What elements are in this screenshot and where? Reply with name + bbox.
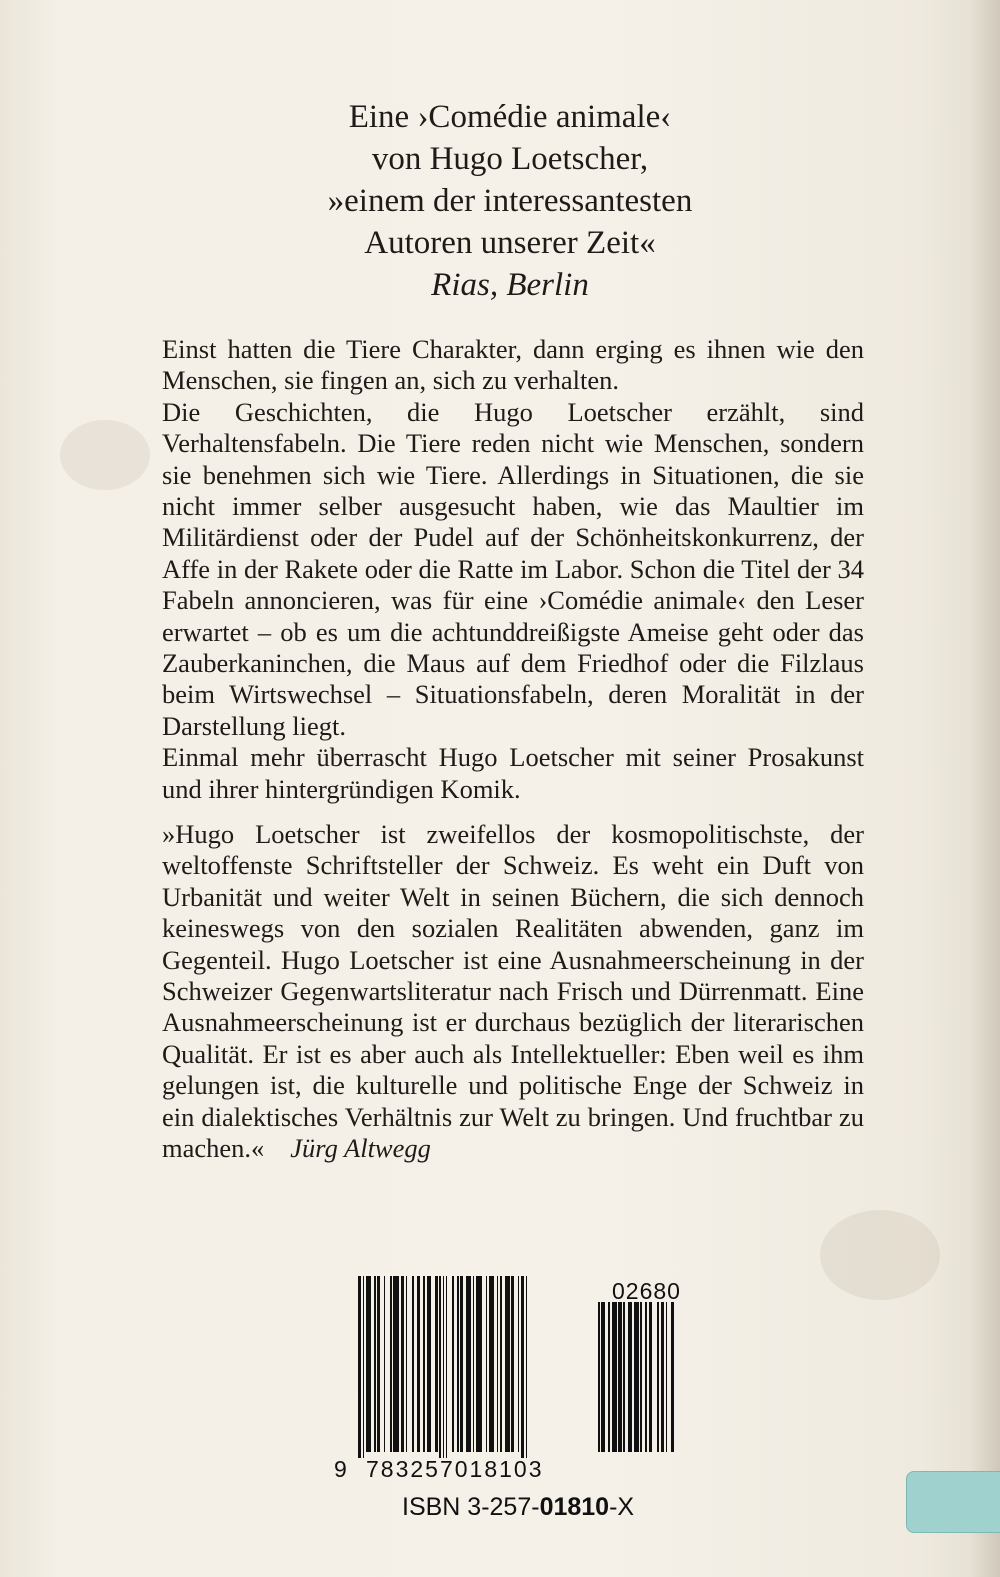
library-sticker <box>906 1471 1000 1533</box>
barcode-bar <box>527 1276 529 1452</box>
barcode-addon-number: 02680 <box>612 1278 681 1304</box>
barcode-addon-bars <box>598 1302 700 1452</box>
blurb-text <box>162 334 864 805</box>
paper-stain <box>60 420 150 490</box>
teaser-block <box>240 96 780 306</box>
teaser-line: »einem der interessantesten <box>327 183 693 219</box>
review-quote <box>162 819 864 1164</box>
blurb-paragraph: Die Geschichten, die Hugo Loetscher erzählt, sind Verhaltensfabeln. Die Tiere reden nicht wie Menschen, sondern sie benehmen sich wie Tiere. Allerdings in Situationen, die sie nicht immer selber ausgesucht haben, wie das Maultier im Militärdienst oder der Pudel auf der Schönheitskonkurrenz, der Affe in der Rakete oder die Ratte im Labor. Schon die Titel der 34 Fabeln annoncieren, was für eine ›Comédie animale‹ den Leser erwartet – ob es um die achtunddreißigste Ameise geht oder das Zauberkaninchen, die Maus auf dem Friedhof oder die Filzlaus beim Wirtswechsel – Situationsfabeln, deren Moralität in der Darstellung liegt. <box>162 396 864 741</box>
teaser-line: Eine ›Comédie animale‹ <box>348 99 672 135</box>
isbn-suffix: -X <box>609 1493 635 1521</box>
isbn-number <box>402 1493 634 1522</box>
barcode-bars <box>358 1276 584 1452</box>
barcode-first-digit: 9 <box>334 1456 347 1482</box>
review-author: Jürg Altwegg <box>290 1133 431 1164</box>
teaser-line: Autoren unserer Zeit« <box>364 225 656 261</box>
isbn-prefix: ISBN 3-257- <box>402 1493 540 1521</box>
edge-shadow <box>970 0 1000 1577</box>
blurb-paragraph: Einst hatten die Tiere Charakter, dann erging es ihnen wie den Menschen, sie fingen an, sich zu verhalten. <box>162 334 864 396</box>
barcode <box>330 1276 710 1516</box>
barcode-digits: 783257018103 <box>366 1456 544 1482</box>
isbn-bold-part: 01810 <box>539 1493 610 1521</box>
barcode-addon-bar <box>671 1302 674 1452</box>
teaser-line: von Hugo Loetscher, <box>371 141 649 177</box>
review-text: »Hugo Loetscher ist zweifellos der kosmopolitischste, der weltoffenste Schriftsteller der Schweiz. Es weht ein Duft von Urbanität und weiter Welt in seinen Büchern, die sich dennoch keineswegs von den sozialen Realitäten abwenden, ganz im Gegenteil. Hugo Loetscher ist eine Ausnahmeerscheinung in der Schweizer Gegenwartsliteratur nach Frisch und Dürrenmatt. Eine Ausnahmeerscheinung ist er durchaus bezüglich der literarischen Qualität. Er ist es aber auch als Intellektueller: Eben weil es ihm gelungen ist, die kulturelle und politische Enge der Schweiz in ein dialektisches Verhältnis zur Welt zu bringen. Und fruchtbar zu machen.« <box>162 819 864 1164</box>
blurb-paragraph: Einmal mehr überrascht Hugo Loetscher mit seiner Prosakunst und ihrer hintergründigen Komik. <box>162 742 864 804</box>
teaser-source: Rias, Berlin <box>431 267 589 303</box>
paper-stain <box>820 1210 940 1300</box>
